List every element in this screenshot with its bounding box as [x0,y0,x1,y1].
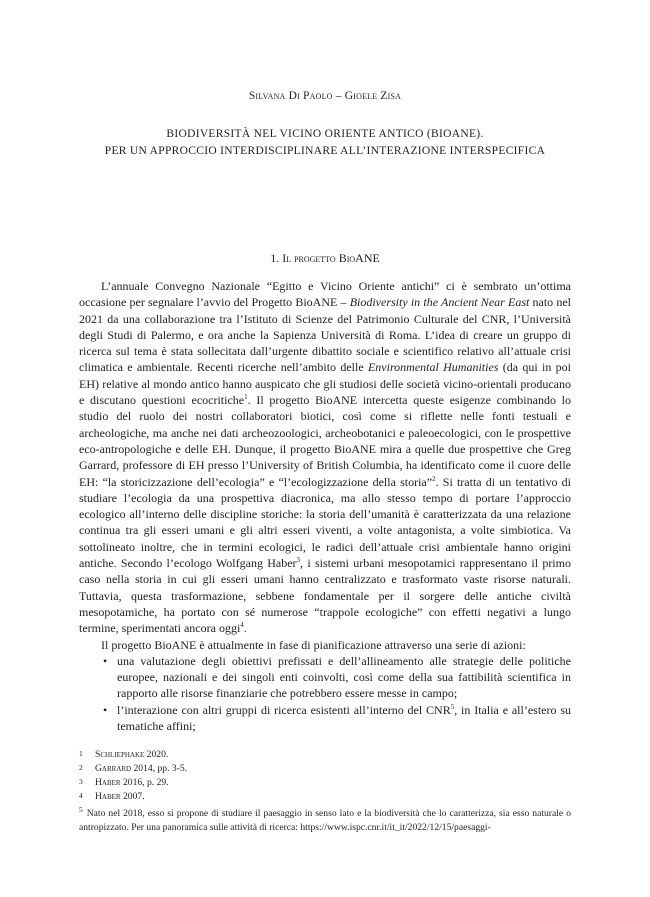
footnote-author: Haber [95,777,121,788]
footnote-number: 1 [79,749,83,758]
footnote-ref-4[interactable]: 4 [240,621,244,630]
list-item-text: l’interazione con altri gruppi di ricerca esistenti all’interno del CNR [117,702,451,717]
body-text [79,278,571,734]
footnote-text: 2007. [120,791,145,802]
list-item [103,702,571,735]
bullet-icon: • [103,702,108,717]
footnotes [79,748,571,835]
paragraph-1-text-g: . Si tratta di un tentativo di studiare l’ecologia da una prospettiva diacronica, ma allo stesso tempo di portare l’approccio ecologico all’interno delle discipline storiche: la storia dell’umanità è caratterizzata da una relazione continua tra gli esseri umani e gli altri esseri viventi, a volte antagonista, a volte simbiotica. Va sottolineato inoltre, che in termini ecologici, le radici dell’attuale crisi ambientale hanno origini antiche. Secondo l’ecologo Wolfgang Haber [79,474,571,571]
footnote-author: Garrard [95,763,132,774]
footnote-ref-3[interactable]: 3 [296,556,301,565]
footnote-4 [79,790,571,804]
footnote-ref-2[interactable]: 2 [432,474,436,483]
paragraph-1-text-c: nato nel 2021 da una collaborazione tra l’Istituto di Scienze del Patrimonio Culturale del CNR, l’Università degli Studi di Palermo, e ora anche la Sapienza Università di Roma. L’idea di creare un gruppo di ricerca sul tema è stata sollecitata dall’urgente dibattito sociale e scientifico relativo all’attuale crisi climatica e ambientale. Recenti ricerche nell’ambito delle [79,295,572,375]
footnote-text: Nato nel 2018, esso si propone di studiare il paesaggio in senso lato e la biodiversità che lo caratterizza, sia esso naturale o antropizzato. Per una panoramica sulle attività di ricerca: https://www.ispc.cnr.it/it_it/2022/12/15/paesaggi- [79,808,571,834]
list-item-text-end: , in Italia e all’estero su tematiche affini; [117,702,571,734]
footnote-ref-1[interactable]: 1 [244,393,248,402]
environmental-humanities-italic: Environmental Humanities [367,360,499,375]
footnote-number: 3 [79,777,83,786]
footnote-5 [79,804,571,835]
footnote-number: 2 [79,763,83,772]
article-title [60,126,590,160]
article-title-line-2: PER UN APPROCCIO INTERDISCIPLINARE ALL’INTERAZIONE INTERSPECIFICA [104,145,546,157]
footnote-number: 5 [79,805,83,814]
paragraph-1-text-h: , i sistemi urbani mesopotamici rappresentano il primo caso nella storia in cui gli esseri umani hanno centralizzato e trasformato vaste risorse naturali. Tuttavia, questa trasformazione, sebbene fondamentale per il sorgere delle antiche civiltà mesopotamiche, ha portato con sé numerose “trappole ecologiche” con effetti negativi a lungo termine, sperimentati ancora oggi [79,556,571,636]
section-heading: 1. Il progetto BioANE [270,251,380,265]
footnote-number: 4 [79,791,83,800]
bullet-icon: • [103,653,108,668]
footnote-author: Schliephake [95,749,145,760]
footnote-text: 2014, pp. 3-5. [131,763,188,774]
paragraph-1-text-i: . [243,621,247,636]
project-name-italic: Biodiversity in the Ancient Near East [349,295,530,310]
paragraph-1-text-a: L’annuale Convegno Nazionale “Egitto e Vicino Oriente antichi” ci è sembrato un’ottima occasione per segnalare l’avvio del Progetto BioANE – [79,279,571,310]
list-item-text: una valutazione degli obiettivi prefissati e dell’allineamento alle strategie delle politiche europee, nazionali e dei singoli enti coinvolti, così come della sua fattibilità scientifica in rapporto alle risorse finanziarie che potrebbero essere messe in campo; [117,653,571,701]
action-list [79,653,571,734]
footnote-author: Haber [95,791,121,802]
paragraph-2: Il progetto BioANE è attualmente in fase di pianificazione attraverso una serie di azioni: [101,637,526,652]
footnote-text: 2020. [144,749,169,760]
paragraph-1-text-e: (da qui in poi EH) relative al mondo antico hanno auspicato che gli studiosi delle società vicino-orientali producano e discutano questioni ecocritiche [79,360,571,408]
footnote-ref-5[interactable]: 5 [450,702,455,711]
paragraph-1-text-f: . Il progetto BioANE intercetta queste esigenze combinando lo studio del ruolo dei nostri collaboratori biotici, così come si riflette nelle fonti testuali e archeologiche, ma anche nei dati archeozoologici, archeobotanici e paleoecologici, con le prospettive eco-antropologiche e delle EH. Dunque, il progetto BioANE mira a quelle due prospettive che Greg Garrard, professore di EH presso l’University of British Columbia, ha identificato come il cuore delle EH: “la storicizzazione dell’ecologia” e “l’ecologizzazione della storia” [79,393,571,489]
footnote-2 [79,762,571,776]
article-title-line-1: BIODIVERSITÀ NEL VICINO ORIENTE ANTICO (BIOANE). [166,128,484,140]
list-item [103,653,571,702]
footnote-text: 2016, p. 29. [120,777,169,788]
paragraph-1 [79,278,571,637]
authors-line: Silvana Di Paolo – Gioele Zisa [248,90,402,102]
footnote-3 [79,776,571,790]
footnote-1 [79,748,571,762]
